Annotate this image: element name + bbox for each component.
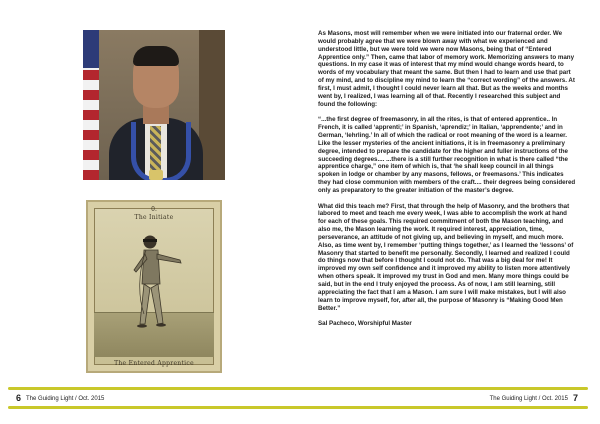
footer-right-text: The Guiding Light / Oct. 2015 [489,396,568,402]
figure-foot-right [156,323,166,326]
article-signature: Sal Pacheco, Worshipful Master [318,320,412,328]
flag-canton [83,30,99,68]
card-title: The Initiate [134,214,174,221]
portrait-photo [83,30,225,180]
article-body [318,30,576,328]
footer-rule-top [8,387,588,390]
card-caption: The Entered Apprentice [114,360,194,367]
figure-arm-extended [157,254,181,263]
footer-right [490,393,578,403]
initiate-figure-drawing [88,202,220,371]
footer-rule-bottom [8,406,588,409]
collar-jewel [149,170,163,180]
initiate-card-illustration [86,200,222,373]
article-paragraph: As Masons, most will remember when we were initiated into our fraternal order. We would probably agree that we were blown away with what we experienced and understood little, but we were told we were now Masons, being that of “Entered Apprentice only.” Then, came that labor of memory work. Memorizing answers to many questions. In my case it was of interest that my mind would change words heard, to words of my vocabulary that meant the same. But then I had to learn and use that part of my mind, and to discipline my mind to learn the “correct wording” of the answers. At first, I must admit, I thought I could never learn all that. But as the weeks and months went by, I realized, I was learning all of that. Recently I researched this subject and found the following: [318,30,575,108]
article-paragraph: “...the first degree of freemasonry, in all the rites, is that of entered apprentice.. In French, it is called ‘apprenti;’ in Spanish, ‘aprendiz;’ in Italian, ‘apprendente;’ and in German, ‘lehrling.’ In all of which the radical or root meaning of the word is a learner. Like the lesser mysteries of the ancient initiations, it is in freemasonry a preliminary degree, intended to prepare the candidate for the higher and fuller instructions of the succeeding degrees.... ...there is a still further recognition in what is there called “the apprentice charge,” one item of which is, that ‘he shall keep council in all things spoken in lodge or chamber by any masons, fellows, or freemasons.’ This indicates they had close communion with members of the craft.... their degrees being considered only as preparatory to the greater initiation of the master’s degree. [318,116,576,194]
figure-leg-right [151,284,163,324]
figure-foot-left [137,324,147,327]
article-paragraph: What did this teach me? First, that through the help of Masonry, and the brothers that labored to meet and teach me every week, I was able to accomplish the work at hand for each of these goals. This required commitment of both the Mason teaching, and also me, the Mason learning the work. It required interest, appreciation, time, perseverance, an attitude of not giving up, and believing in myself, and much more. Also, as time went by, I remember ‘putting things together,’ as I learned the ‘lessons’ of Masonry that started to benefit me personally. Secondly, I learned and realized I could do things now that before I thought I could not do. That was a big deal for me! It improved my own self confidence and it improved my ability to listen more attentively when others speak. It improved my trust in God and men. Many more things could be said, but in the end I truly enjoyed the process. As of now, I am still learning, still appreciating the fact that I am a Mason. I am sure I will make mistakes, but I will also learn to improve myself, for, after all, the purpose of Masonry is “Making Good Men Better.” [318,202,574,312]
blindfold [143,239,157,242]
page-number-right: 7 [572,393,578,403]
footer-left [16,393,104,403]
page-number-left: 6 [16,393,22,403]
card-numeral: 0. [151,206,157,213]
hair [133,46,179,66]
footer-left-text: The Guiding Light / Oct. 2015 [26,396,105,402]
